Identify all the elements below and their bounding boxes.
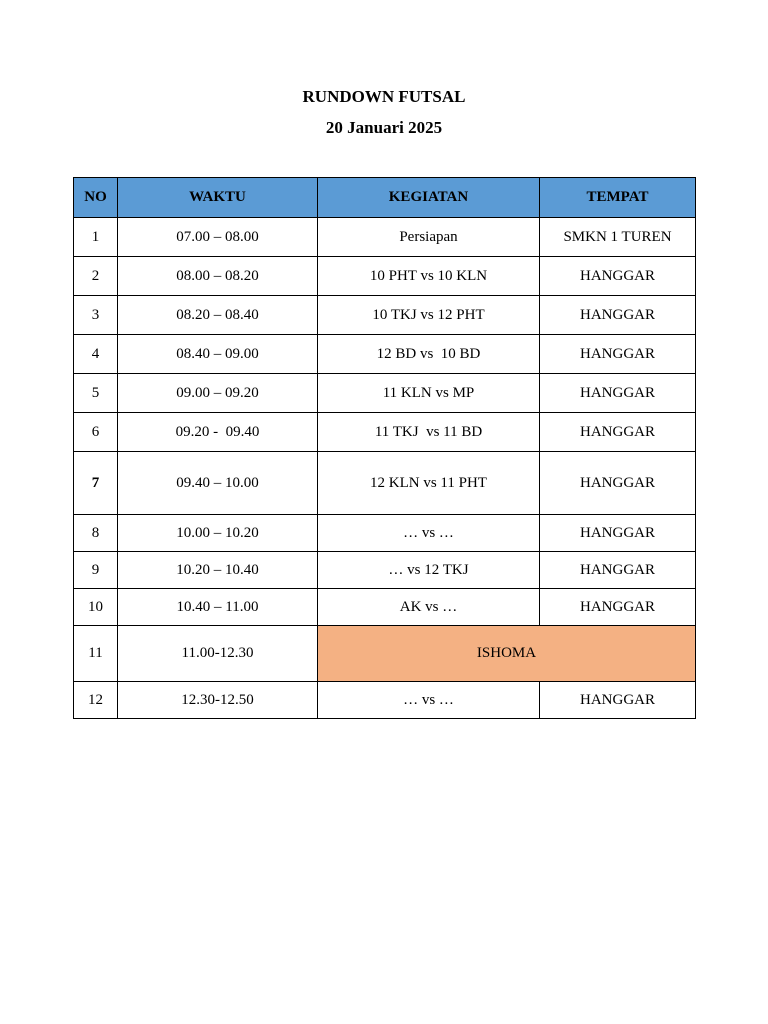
table-row xyxy=(74,374,696,413)
cell-waktu: 08.20 – 08.40 xyxy=(118,296,318,335)
cell-kegiatan: 11 TKJ vs 11 BD xyxy=(318,413,540,452)
header-tempat: TEMPAT xyxy=(540,178,696,218)
cell-waktu: 09.20 - 09.40 xyxy=(118,413,318,452)
cell-tempat: HANGGAR xyxy=(540,257,696,296)
cell-no: 7 xyxy=(74,452,118,515)
cell-tempat: HANGGAR xyxy=(540,374,696,413)
cell-no: 6 xyxy=(74,413,118,452)
header-kegiatan: KEGIATAN xyxy=(318,178,540,218)
cell-waktu: 11.00-12.30 xyxy=(118,626,318,682)
cell-waktu: 10.00 – 10.20 xyxy=(118,515,318,552)
table-row xyxy=(74,552,696,589)
cell-kegiatan: 10 PHT vs 10 KLN xyxy=(318,257,540,296)
table-row xyxy=(74,515,696,552)
table-row xyxy=(74,257,696,296)
cell-no: 11 xyxy=(74,626,118,682)
cell-no: 4 xyxy=(74,335,118,374)
document-date: 20 Januari 2025 xyxy=(325,118,443,137)
cell-waktu: 09.00 – 09.20 xyxy=(118,374,318,413)
cell-no: 1 xyxy=(74,218,118,257)
cell-kegiatan: … vs … xyxy=(318,682,540,719)
cell-no: 2 xyxy=(74,257,118,296)
cell-no: 9 xyxy=(74,552,118,589)
cell-tempat: SMKN 1 TUREN xyxy=(540,218,696,257)
cell-waktu: 10.20 – 10.40 xyxy=(118,552,318,589)
table-row xyxy=(74,218,696,257)
rundown-table xyxy=(73,177,696,719)
cell-kegiatan: … vs 12 TKJ xyxy=(318,552,540,589)
document-title: RUNDOWN FUTSAL xyxy=(302,87,466,106)
table-row xyxy=(74,335,696,374)
cell-waktu: 07.00 – 08.00 xyxy=(118,218,318,257)
table-row xyxy=(74,589,696,626)
cell-waktu: 09.40 – 10.00 xyxy=(118,452,318,515)
cell-kegiatan: … vs … xyxy=(318,515,540,552)
cell-no: 8 xyxy=(74,515,118,552)
table-row xyxy=(74,452,696,515)
cell-tempat: HANGGAR xyxy=(540,682,696,719)
cell-waktu: 08.40 – 09.00 xyxy=(118,335,318,374)
table-row xyxy=(74,413,696,452)
cell-kegiatan: 12 BD vs 10 BD xyxy=(318,335,540,374)
table-row xyxy=(74,682,696,719)
cell-tempat: HANGGAR xyxy=(540,515,696,552)
cell-tempat: HANGGAR xyxy=(540,296,696,335)
cell-waktu: 10.40 – 11.00 xyxy=(118,589,318,626)
cell-waktu: 12.30-12.50 xyxy=(118,682,318,719)
cell-tempat: HANGGAR xyxy=(540,552,696,589)
cell-tempat: HANGGAR xyxy=(540,452,696,515)
ishoma-cell: ISHOMA xyxy=(318,626,696,682)
cell-kegiatan: 10 TKJ vs 12 PHT xyxy=(318,296,540,335)
table-row xyxy=(74,626,696,682)
cell-tempat: HANGGAR xyxy=(540,589,696,626)
cell-tempat: HANGGAR xyxy=(540,413,696,452)
header-no: NO xyxy=(74,178,118,218)
header-waktu: WAKTU xyxy=(118,178,318,218)
cell-no: 5 xyxy=(74,374,118,413)
cell-kegiatan: AK vs … xyxy=(318,589,540,626)
cell-waktu: 08.00 – 08.20 xyxy=(118,257,318,296)
cell-no: 3 xyxy=(74,296,118,335)
table-row xyxy=(74,296,696,335)
cell-no: 12 xyxy=(74,682,118,719)
cell-kegiatan: 12 KLN vs 11 PHT xyxy=(318,452,540,515)
cell-kegiatan: Persiapan xyxy=(318,218,540,257)
cell-kegiatan: 11 KLN vs MP xyxy=(318,374,540,413)
cell-no: 10 xyxy=(74,589,118,626)
header-row xyxy=(74,178,696,218)
cell-tempat: HANGGAR xyxy=(540,335,696,374)
